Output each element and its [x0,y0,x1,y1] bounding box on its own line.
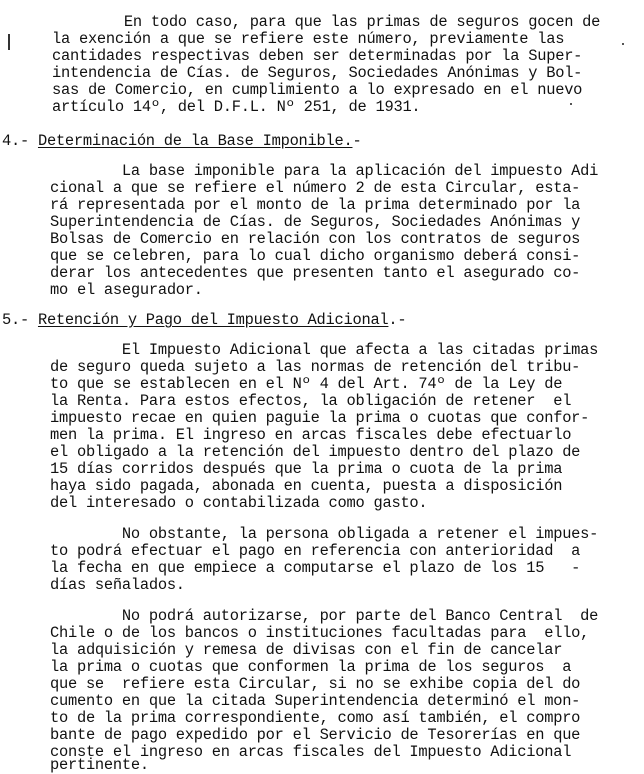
text-line: cantidades respectivas deben ser determinadas por la Super- [52,47,583,65]
text-line: haya sido pagada, abonada en cuenta, puesta a disposición [50,477,563,495]
text-line: cional a que se refiere el número 2 de esta Circular, esta- [50,179,581,197]
text-line: que se refiere esta Circular, si no se exhibe copia del do [50,675,581,693]
text-line: bante de pago expedido por el Servicio de Tesorerías en que [50,726,581,744]
text-line: cumento en que la citada Superintendencia determinó el mon- [50,692,581,710]
text-line: mo el asegurador. [50,281,203,299]
text-line: to que se establecen en el Nº 4 del Art. 74º de la Ley de [50,375,563,393]
text-line: to podrá efectuar el pago en referencia con anterioridad a [50,542,581,560]
section-4-heading [2,133,361,150]
text-line: que se celebren, para lo cual dicho organismo deberá consi- [50,247,581,265]
text-line: men la prima. El ingreso en arcas fiscales debe efectuarlo [50,426,572,444]
text-line: la Renta. Para estos efectos, la obligación de retener el [50,392,572,410]
text-line: la adquisición y remesa de divisas con el fin de cancelar [50,641,563,659]
text-line: la exención a que se refiere este número, previamente las [52,30,565,48]
text-line: to de la prima correspondiente, como así también, el compro [50,709,581,727]
text-line: la prima o cuotas que conformen la prima de los seguros a [50,658,572,676]
text-line: el obligado a la retención del impuesto dentro del plazo de [50,443,581,461]
text-line: de seguro queda sujeto a las normas de retención del tribu- [50,358,581,376]
section-number: 4.- [2,132,29,150]
text-line: Chile o de los bancos o instituciones facultadas para ello, [50,624,590,642]
text-line: artículo 14º, del D.F.L. Nº 251, de 1931. [52,98,421,116]
text-line: la fecha en que empiece a computarse el plazo de los 15 - [50,559,581,577]
text-line: impuesto recae en quien paguie la prima o cuotas que confor- [50,409,590,427]
section-title-suffix: .- [388,311,407,329]
section-title: Determinación de la Base Imponible. [37,132,353,150]
text-line: Bolsas de Comercio en relación con los contratos de seguros [50,230,581,248]
text-line: No obstante, la persona obligada a retener el impues- [50,525,599,543]
section-5-heading [2,312,406,329]
text-line: 15 días corridos después que la prima o cuota de la prima [50,460,563,478]
scan-speck [570,103,572,105]
text-line: La base imponible para la aplicación del impuesto Adi [50,162,599,180]
section-title: Retención y Pago del Impuesto Adicional [37,311,389,329]
text-line: derar los antecedentes que presenten tanto el asegurado co- [50,264,581,282]
text-line: En todo caso, para que las primas de seguros gocen de [52,13,601,31]
section-number: 5.- [2,311,29,329]
text-line: No podrá autorizarse, por parte del Banco Central de [50,607,599,625]
text-line: del interesado o contabilizada como gasto. [50,494,428,512]
text-line: intendencia de Cías. de Seguros, Sociedades Anónimas y Bol- [52,64,583,82]
text-line: pertinente. [50,756,149,774]
text-line: rá representada por el monto de la prima determinado por la [50,196,581,214]
scan-speck [622,43,624,45]
text-line: Superintendencia de Cías. de Seguros, Sociedades Anónimas y [50,213,581,231]
text-line: El Impuesto Adicional que afecta a las citadas primas [50,341,599,359]
text-line: conste el ingreso en arcas fiscales del Impuesto Adicional [50,743,572,761]
margin-mark [8,34,10,50]
section-title-suffix: - [352,132,362,150]
text-line: sas de Comercio, en cumplimiento a lo expresado en el nuevo [52,81,583,99]
text-line: días señalados. [50,576,185,594]
